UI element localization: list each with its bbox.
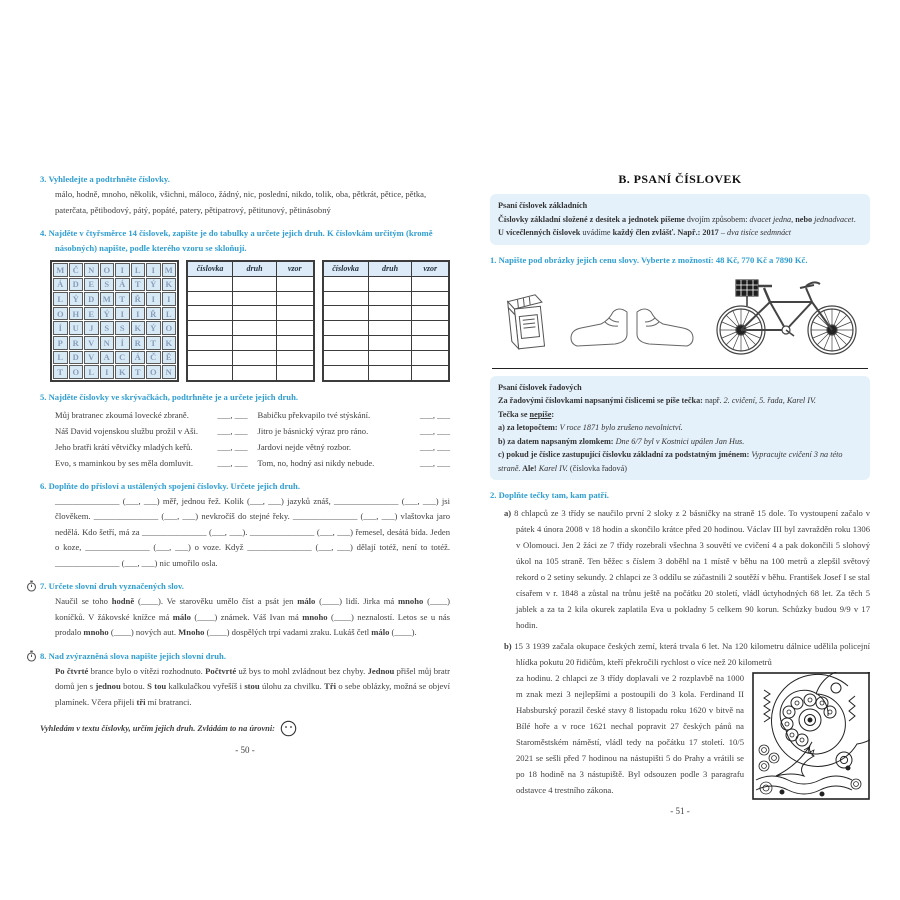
hidden-numeral-sentence xyxy=(55,455,248,471)
pair-of-shoes-image xyxy=(567,300,697,358)
hidden-numeral-sentence xyxy=(258,455,451,471)
infobox-ordinal-heading: Psaní číslovek řadových xyxy=(498,382,582,392)
wordsearch-row xyxy=(53,321,176,335)
wordsearch-cell: D xyxy=(84,292,99,306)
wordsearch-cell: L xyxy=(84,365,99,379)
wordsearch-row xyxy=(53,365,176,379)
wordsearch-cell: T xyxy=(53,365,68,379)
exercise-3-title: 3. Vyhledejte a podtrhněte číslovky. xyxy=(40,174,170,184)
wordsearch-cell: E xyxy=(84,307,99,321)
answer-line xyxy=(492,368,572,369)
wordsearch-cell: R xyxy=(69,336,84,350)
exercise-3-wordlist: málo, hodně, mnoho, několik, všichni, máloco, žádný, nic, poslední, nikdo, tolik, oba, pětkrát, pětice, pětka, paterčata, pětibodový, pátý, popáté, patery, pětipatrový, pětitunový, pětinásobný xyxy=(55,189,427,215)
wordsearch-cell: O xyxy=(146,365,161,379)
hidden-numeral-sentence xyxy=(258,423,451,439)
answer-blank: ___, ___ xyxy=(419,457,450,468)
wordsearch-cell: Ý xyxy=(146,278,161,292)
numeral-table-row xyxy=(187,276,314,291)
wordsearch-cell: E xyxy=(84,278,99,292)
page-number-left: - 50 - xyxy=(235,745,255,756)
wordsearch-cell: R xyxy=(131,336,146,350)
exercise-2a-label: a) xyxy=(504,508,512,518)
wordsearch-cell: S xyxy=(115,321,130,335)
answer-blank: ___, ___ xyxy=(419,409,450,420)
wordsearch-cell: J xyxy=(84,321,99,335)
sentence-text: Evo, s maminkou by ses měla domluvit. xyxy=(55,457,193,468)
wordsearch-cell: N xyxy=(162,365,177,379)
wordsearch-cell: C xyxy=(115,351,130,365)
exercise-8-body: Po čtvrté brance bylo o vítězi rozhodnuto. Počtvrté už bys to mohl zvládnout bez chyby. Jednou přišel můj bratr domů jen s jednou botou. S tou kalkulačkou vyřešíš i stou úlohu za chvilku. Tři o sebe oblázky, možná se objeví plamínek. Včera přijeli tři mí bratranci. xyxy=(55,665,450,707)
wordsearch-cell: L xyxy=(53,351,68,365)
wordsearch-cell: Ě xyxy=(162,351,177,365)
numeral-table-header: druh xyxy=(233,261,277,276)
exercise-7-body: Naučil se toho hodně (____). Ve starověku umělo číst a psát jen málo (____) lidí. Jirka má mnoho (____) koníčků. V žákovské knížce má málo (____) známek. Váš Ivan má mnoho (____) neznalostí. Letos se u nás prodalo mnoho (____) nových aut. Mnoho (____) dospělých trpí vadami zraku. Lukáš četl málo (____). xyxy=(55,596,451,638)
numeral-table-header: číslovka xyxy=(187,261,233,276)
wordsearch-cell: Ý xyxy=(69,292,84,306)
numeral-table-cell xyxy=(187,350,233,365)
wordsearch-cell: L xyxy=(162,307,177,321)
wordsearch-cell: M xyxy=(162,263,177,277)
exercise-5-sentences xyxy=(40,407,450,471)
numeral-table-cell xyxy=(412,306,449,321)
wordsearch-cell: Í xyxy=(53,321,68,335)
hidden-numeral-sentence xyxy=(258,407,451,423)
numeral-table-cell xyxy=(187,291,233,306)
wordsearch-row xyxy=(53,351,176,365)
hidden-numeral-sentence xyxy=(55,407,248,423)
infobox-ordinal-line5: c) pokud je číslice zastupující číslovku základní za podstatným jménem: Vypracujte cvičení 3 na této straně. Ale! Karel IV. (číslovka řadová) xyxy=(498,450,843,473)
wordsearch-cell: T xyxy=(115,292,130,306)
wordsearch-cell: A xyxy=(100,351,115,365)
wordsearch-cell: O xyxy=(162,321,177,335)
numeral-table-cell xyxy=(233,365,277,380)
exercise-2b-label: b) xyxy=(504,641,512,651)
exercise-5-title: 5. Najděte číslovky ve skrývačkách, podtrhněte je a určete jejich druh. xyxy=(40,391,299,402)
numeral-table-cell xyxy=(276,306,313,321)
answer-blank: ___, ___ xyxy=(419,425,450,436)
numeral-table-cell xyxy=(233,291,277,306)
infobox-ordinal-line1: Za řadovými číslovkami napsanými číslicemi se píše tečka: např. 2. cvičení, 5. řada, Karel IV. xyxy=(498,396,816,405)
wordsearch-cell: I xyxy=(115,307,130,321)
infobox-ordinal-numerals xyxy=(490,376,870,481)
hidden-numeral-sentence xyxy=(55,423,248,439)
answer-blank: ___, ___ xyxy=(217,409,248,420)
infobox-basic-numerals xyxy=(490,194,870,245)
exercise-6-body: _______________ (___, ___) měř, jednou řež. Kolik (___, ___) jazyků znáš, _______________ (___, ___) jsi člověkem. _______________ (___, ___) nevkročíš do stejné řeky. _______________ (___, ___) vlaštovka jaro nedělá. Kdo šetří, má za _______________ (___, ___). _______________ (___, ___) řemesel, desátá bída. Jeden o koze, _______________ (___, ___) o voze. Když _______________ (___, ___) dělají totéž, není to totéž. _______________ (___, ___) nic umořilo osla. xyxy=(55,495,450,568)
wordsearch-cell: K xyxy=(162,336,177,350)
wordsearch-cell: S xyxy=(100,278,115,292)
numeral-table-2 xyxy=(322,260,451,382)
wordsearch-row xyxy=(53,307,176,321)
numeral-table-cell xyxy=(323,276,369,291)
exercise-5-column-right xyxy=(258,407,451,471)
wordsearch-cell: Č xyxy=(146,351,161,365)
answer-blank: ___, ___ xyxy=(217,457,248,468)
numeral-table-cell xyxy=(412,291,449,306)
numeral-table-cell xyxy=(276,321,313,336)
cigarette-box-image xyxy=(494,278,556,358)
numeral-table-cell xyxy=(233,321,277,336)
wordsearch-cell: I xyxy=(146,263,161,277)
numeral-table-cell xyxy=(368,321,412,336)
numeral-table-cell xyxy=(323,306,369,321)
self-assessment-line: Vyhledám v textu číslovky, určím jejich druh. Zvládám to na úrovni: xyxy=(40,720,450,737)
numeral-table-cell xyxy=(187,336,233,351)
wordsearch-cell: T xyxy=(131,365,146,379)
page-number-right: - 51 - xyxy=(670,806,690,816)
wordsearch-cell: I xyxy=(100,365,115,379)
numeral-table-cell xyxy=(187,365,233,380)
wordsearch-cell: Á xyxy=(131,351,146,365)
numeral-table-cell xyxy=(323,350,369,365)
numeral-table-row xyxy=(323,350,450,365)
sentence-text: Jeho bratři krátí větvičky mladých keřů. xyxy=(55,441,193,452)
numeral-table-cell xyxy=(276,350,313,365)
hidden-numeral-sentence xyxy=(258,439,451,455)
wordsearch-cell: S xyxy=(100,321,115,335)
wordsearch-cell: O xyxy=(53,307,68,321)
exercise-2a-text: 8 chlapců ze 3 třídy se naučilo první 2 sloky z 2 básničky na straně 15 dole. To vystoupení začalo v pátek 4 února 2008 v 18 hodin a skončilo krátce před 20 hodinou. Václav III byl zavražděn roku 1306 v Olomouci. Jen 2 žáci ze 7 třídy rozebrali všechna 3 souvětí ve cvičení 4 a pak dokončili 5 slohový úkol na 105 straně. Ten běžec s číslem 3 doběhl na 1 místě v běhu na 100 metrů a zlepšil světový rekord o 2 setiny sekundy. 2 chlapci ze 3 oddílu se zúčastnili 2 soutěží v běhu. František Josef I se stal císařem v r. 1848 a zůstal na trůnu ještě na počátku 20 století, vládl úctyhodných 68 let. Za těch 5 jablek a za ta 2 kila okurek zaplatila Eva u pokladny 5 celkem 90 korun. Schůzky budou 9/9 v 17 hodin. xyxy=(514,508,870,630)
price-answer-lines xyxy=(492,368,868,369)
exercise-2a xyxy=(490,505,870,633)
wordsearch-cell: L xyxy=(131,263,146,277)
numeral-table-cell xyxy=(368,350,412,365)
numeral-table-cell xyxy=(323,321,369,336)
exercise-5-column-left xyxy=(55,407,248,471)
exercise-8-title: 8. Nad zvýrazněná slova napište jejich slovní druh. xyxy=(40,649,450,664)
page-51 xyxy=(490,172,870,816)
exercise-7-title: 7. Určete slovní druh vyznačených slov. xyxy=(40,579,450,594)
numeral-table-cell xyxy=(368,276,412,291)
sentence-text: Jardovi nejde větný rozbor. xyxy=(257,441,352,452)
numeral-table-cell xyxy=(323,365,369,380)
wordsearch-cell: Í xyxy=(115,336,130,350)
wordsearch-grid xyxy=(50,260,179,382)
price-pictures-row xyxy=(494,276,866,358)
wordsearch-cell: D xyxy=(69,351,84,365)
hidden-numeral-sentence xyxy=(55,439,248,455)
numeral-table-cell xyxy=(233,276,277,291)
wordsearch-cell: N xyxy=(100,336,115,350)
exercise-2-title: 2. Doplňte tečky tam, kam patří. xyxy=(490,490,609,500)
numeral-table-cell xyxy=(412,276,449,291)
wordsearch-cell: V xyxy=(84,351,99,365)
answer-line xyxy=(572,368,690,369)
exercise-1-title: 1. Napište pod obrázky jejich cenu slovy. Vyberte z možností: 48 Kč, 770 Kč a 7890 Kč. xyxy=(490,254,808,265)
wordsearch-cell: Á xyxy=(53,278,68,292)
wordsearch-cell: Ý xyxy=(100,307,115,321)
wordsearch-row xyxy=(53,292,176,306)
wordsearch-cell: I xyxy=(146,292,161,306)
numeral-table-cell xyxy=(187,321,233,336)
numeral-table-cell xyxy=(368,365,412,380)
wordsearch-cell: K xyxy=(131,321,146,335)
answer-blank: ___, ___ xyxy=(217,425,248,436)
smiley-icon xyxy=(280,720,297,737)
sentence-text: Můj bratranec zkoumá lovecké zbraně. xyxy=(55,409,189,420)
numeral-table-cell xyxy=(368,306,412,321)
numeral-table-row xyxy=(323,276,450,291)
numeral-table-row xyxy=(323,306,450,321)
exercise-2b-intro xyxy=(490,638,870,670)
wordsearch-cell: D xyxy=(69,278,84,292)
infobox-basic-line2: U vícečlenných číslovek uvádíme každý člen zvlášť. Např.: 2017 – dva tisíce sedmnáct xyxy=(498,228,792,237)
answer-blank: ___, ___ xyxy=(217,441,248,452)
numeral-table-row xyxy=(323,336,450,351)
numeral-table-cell xyxy=(276,365,313,380)
infobox-basic-heading: Psaní číslovek základních xyxy=(498,201,588,210)
wordsearch-cell: H xyxy=(69,307,84,321)
wordsearch-cell: Ř xyxy=(146,307,161,321)
numeral-table-cell xyxy=(187,276,233,291)
sentence-text: Jitro je básnický výraz pro ráno. xyxy=(257,425,369,436)
numeral-table-row xyxy=(187,350,314,365)
numeral-table-row xyxy=(187,291,314,306)
numeral-table-cell xyxy=(276,336,313,351)
wordsearch-cell: T xyxy=(146,336,161,350)
bicycle-image xyxy=(708,272,866,358)
wordsearch-cell: Č xyxy=(69,263,84,277)
infobox-ordinal-line4: b) za datem napsaným zlomkem: Dne 6/7 byl v Kostnici upálen Jan Hus. xyxy=(498,436,745,446)
exercise-4-title: 4. Najděte v čtyřsměrce 14 číslovek, zapište je do tabulky a určete jejich druh. K číslovkám určitým (kromě násobných) napište, podle kterého vzoru se skloňují. xyxy=(40,228,433,253)
infobox-basic-line1: Číslovky základní složené z desítek a jednotek píšeme dvojím způsobem: dvacet jedna, nebo jednadvacet. xyxy=(498,214,856,224)
exercise-6-title: 6. Doplňte do přísloví a ustálených spojení číslovky. Určete jejich druh. xyxy=(40,480,300,491)
answer-line xyxy=(689,368,868,369)
wordsearch-cell: M xyxy=(100,292,115,306)
exercise-2b-text-part1: 15 3 1939 začala okupace českých zemí, která trvala 6 let. Na 120 kilometru dálnice udělila policejní hlídka pokutu 20 řidičům, kteří překročili rychlost o více než 20 kilometrů xyxy=(514,641,870,667)
wordsearch-row xyxy=(53,278,176,292)
exercise-4-grid-zone xyxy=(50,260,450,382)
numeral-table-cell xyxy=(276,291,313,306)
numeral-table-row xyxy=(187,365,314,380)
numeral-table-header: číslovka xyxy=(323,261,369,276)
sentence-text: Tom, no, hodný asi nikdy nebude. xyxy=(257,457,375,468)
numeral-table-row xyxy=(323,321,450,336)
wordsearch-cell: Á xyxy=(115,278,130,292)
page-50 xyxy=(40,172,450,755)
infobox-ordinal-line2: Tečka se nepíše: xyxy=(498,409,555,419)
numeral-table-header: druh xyxy=(368,261,412,276)
wordsearch-row xyxy=(53,336,176,350)
sentence-text: Náš David vojenskou službu prožil v Aši. xyxy=(55,425,198,436)
wordsearch-cell: I xyxy=(162,292,177,306)
numeral-table-cell xyxy=(323,291,369,306)
exercise-2b-text-part2: za hodinu. 2 chlapci ze 3 třídy doplavali ve 2 rozplavbě na 1000 m znak mezi 3 nejlepšími a postoupili do 3 kola. Ferdinand II Habsburský porazil české stavy 8 listopadu roku 1620 v bitvě na Bílé hoře a v roce 1621 nechal popravit 27 českých pánů na Staroměstském náměstí, vládl tedy na počátku 17 století. 10/5 2021 se sešli před 7 hodinou na nástupišti 5 do Prahy a vrátili se po 18 hodině na 3 nástupiště. Byl odsouzen podle 3 paragrafu odstavce 4 trestního zákona. xyxy=(516,673,744,795)
wordsearch-cell: L xyxy=(53,292,68,306)
numeral-table-cell xyxy=(323,336,369,351)
wordsearch-cell: I xyxy=(131,307,146,321)
section-title: B. PSANÍ ČÍSLOVEK xyxy=(618,172,742,186)
wordsearch-cell: V xyxy=(84,336,99,350)
numeral-table-cell xyxy=(233,336,277,351)
numeral-table-cell xyxy=(412,321,449,336)
wordsearch-cell: Ý xyxy=(146,321,161,335)
numeral-table-cell xyxy=(412,336,449,351)
exercise-2b-cont xyxy=(490,670,870,798)
wordsearch-cell: O xyxy=(100,263,115,277)
wordsearch-row xyxy=(53,263,176,277)
stopwatch-icon xyxy=(26,580,37,592)
numeral-table-row xyxy=(187,321,314,336)
wordsearch-cell: U xyxy=(69,321,84,335)
wordsearch-cell: T xyxy=(131,278,146,292)
wordsearch-cell: K xyxy=(115,365,130,379)
numeral-table-row xyxy=(323,365,450,380)
wordsearch-cell: N xyxy=(84,263,99,277)
wordsearch-cell: M xyxy=(53,263,68,277)
zentangle-coloring-image xyxy=(752,672,870,800)
numeral-table-row xyxy=(323,291,450,306)
numeral-table-cell xyxy=(187,306,233,321)
wordsearch-cell: P xyxy=(53,336,68,350)
numeral-table-cell xyxy=(368,336,412,351)
wordsearch-cell: K xyxy=(162,278,177,292)
stopwatch-icon xyxy=(26,650,37,662)
numeral-table-cell xyxy=(412,350,449,365)
wordsearch-cell: I xyxy=(115,263,130,277)
numeral-table-header: vzor xyxy=(412,261,449,276)
sentence-text: Babičku překvapilo tvé stýskání. xyxy=(257,409,371,420)
numeral-table-1 xyxy=(186,260,315,382)
numeral-table-row xyxy=(187,306,314,321)
infobox-ordinal-line3: a) za letopočtem: V roce 1871 bylo zrušeno nevolnictví. xyxy=(498,423,683,432)
numeral-table-cell xyxy=(276,276,313,291)
numeral-table-cell xyxy=(233,350,277,365)
wordsearch-cell: Ř xyxy=(131,292,146,306)
numeral-table-header: vzor xyxy=(276,261,313,276)
numeral-table-row xyxy=(187,336,314,351)
wordsearch-cell: O xyxy=(69,365,84,379)
numeral-table-cell xyxy=(368,291,412,306)
answer-blank: ___, ___ xyxy=(419,441,450,452)
numeral-table-cell xyxy=(233,306,277,321)
numeral-table-cell xyxy=(412,365,449,380)
